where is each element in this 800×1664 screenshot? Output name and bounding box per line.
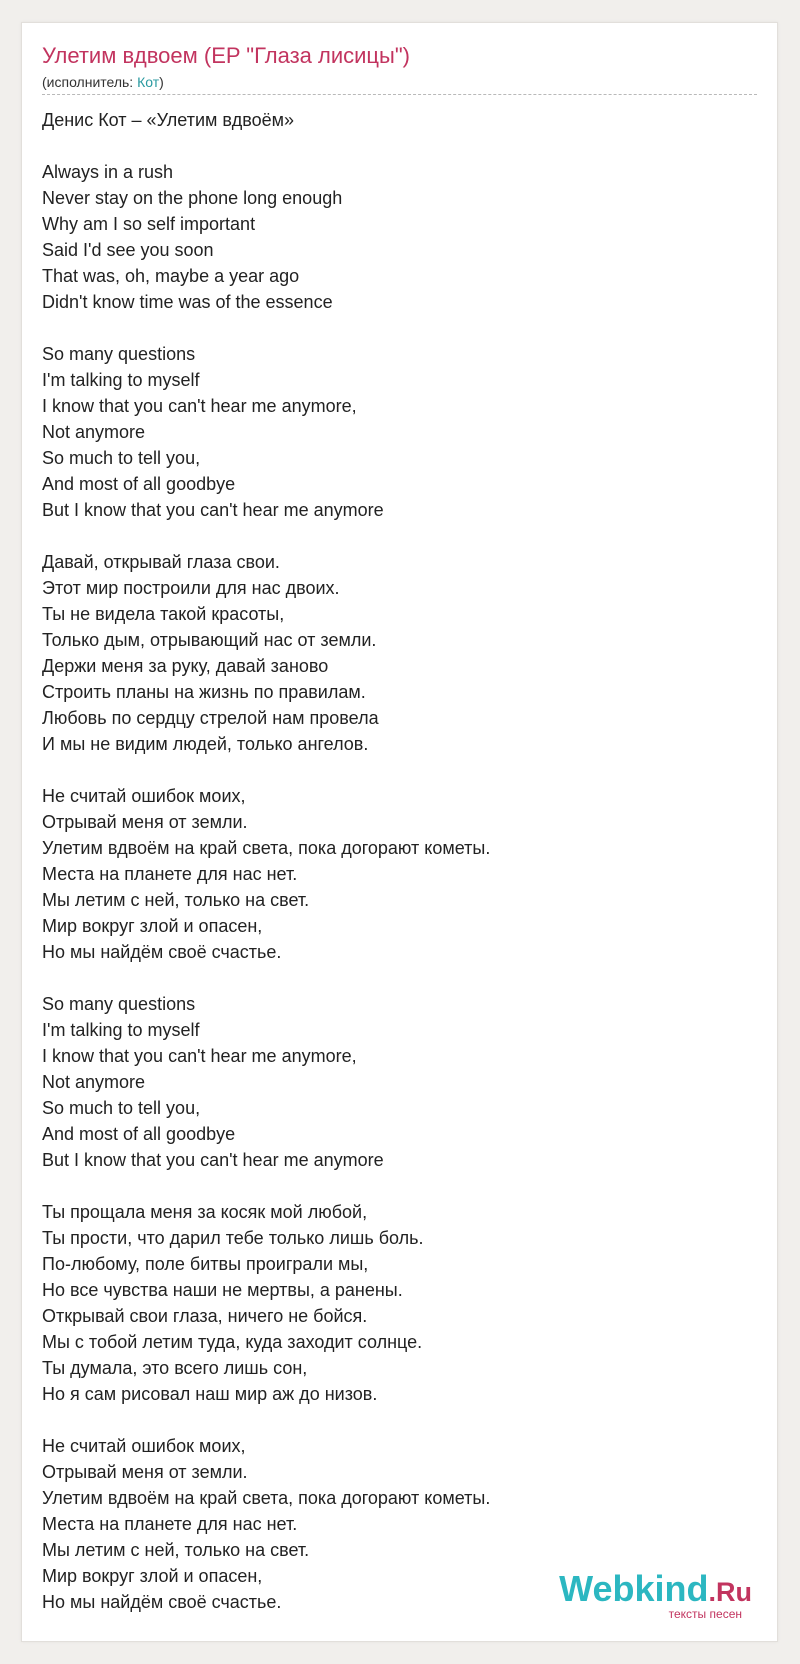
lyric-line: Not anymore — [42, 422, 146, 442]
logo-tld: .Ru — [708, 1577, 752, 1607]
artist-prefix: (исполнитель: — [42, 74, 138, 90]
lyric-line: Мир вокруг злой и опасен, — [42, 916, 263, 936]
lyric-line: That was, oh, maybe a year ago — [42, 266, 300, 286]
lyric-line: I know that you can't hear me anymore, — [42, 396, 357, 416]
lyric-line: But I know that you can't hear me anymore — [42, 1150, 384, 1170]
stanza-break — [42, 1407, 742, 1433]
lyric-line: I know that you can't hear me anymore, — [42, 1046, 357, 1066]
lyric-line: Любовь по сердцу стрелой нам провела — [42, 708, 379, 728]
artist-link[interactable]: Кот — [137, 74, 160, 90]
lyric-line: Давай, открывай глаза свои. — [42, 552, 280, 572]
stanza-break — [42, 757, 742, 783]
lyric-line: Открывай свои глаза, ничего не бойся. — [42, 1306, 368, 1326]
lyric-line: Ты прощала меня за косяк мой любой, — [42, 1202, 368, 1222]
stanza-break — [42, 965, 742, 991]
lyric-line: And most of all goodbye — [42, 474, 236, 494]
stanza-break — [42, 133, 742, 159]
lyric-line: Только дым, отрывающий нас от земли. — [42, 630, 377, 650]
lyrics-body — [42, 107, 742, 1615]
lyric-line: Места на планете для нас нет. — [42, 1514, 298, 1534]
lyric-line: So many questions — [42, 994, 196, 1014]
lyric-line: Not anymore — [42, 1072, 146, 1092]
lyric-line: Didn't know time was of the essence — [42, 292, 333, 312]
artist-line — [42, 74, 164, 90]
lyric-line: Строить планы на жизнь по правилам. — [42, 682, 366, 702]
lyric-line: Мир вокруг злой и опасен, — [42, 1566, 263, 1586]
logo-wordmark — [559, 1568, 752, 1610]
lyric-line: Ты не видела такой красоты, — [42, 604, 285, 624]
lyric-line: Мы летим с ней, только на свет. — [42, 890, 310, 910]
lyric-line: Но я сам рисовал наш мир аж до низов. — [42, 1384, 378, 1404]
lyric-line: По-любому, поле битвы проиграли мы, — [42, 1254, 369, 1274]
stanza-break — [42, 523, 742, 549]
lyric-line: Не считай ошибок моих, — [42, 786, 246, 806]
lyric-line: И мы не видим людей, только ангелов. — [42, 734, 369, 754]
lyric-line: I'm talking to myself — [42, 370, 200, 390]
lyric-line: Этот мир построили для нас двоих. — [42, 578, 340, 598]
lyric-line: But I know that you can't hear me anymore — [42, 500, 384, 520]
lyric-line: So many questions — [42, 344, 196, 364]
lyric-line: Always in a rush — [42, 162, 174, 182]
lyric-line: I'm talking to myself — [42, 1020, 200, 1040]
lyric-line: Мы с тобой летим туда, куда заходит солнце. — [42, 1332, 423, 1352]
lyric-line: Отрывай меня от земли. — [42, 1462, 248, 1482]
lyric-line: Ты прости, что дарил тебе только лишь боль. — [42, 1228, 424, 1248]
lyric-line: Но мы найдём своё счастье. — [42, 1592, 282, 1612]
lyric-line: Why am I so self important — [42, 214, 256, 234]
lyric-line: Денис Кот – «Улетим вдвоём» — [42, 110, 295, 130]
lyric-line: Ты думала, это всего лишь сон, — [42, 1358, 308, 1378]
logo-tagline: тексты песен — [668, 1607, 742, 1621]
lyric-line: Мы летим с ней, только на свет. — [42, 1540, 310, 1560]
logo-name: Webkind — [559, 1568, 709, 1609]
lyric-line: And most of all goodbye — [42, 1124, 236, 1144]
divider — [42, 94, 757, 95]
stanza-break — [42, 315, 742, 341]
song-title: Улетим вдвоем (EP "Глаза лисицы") — [42, 43, 410, 68]
lyric-line: Улетим вдвоём на край света, пока догорают кометы. — [42, 838, 491, 858]
lyric-line: So much to tell you, — [42, 448, 201, 468]
lyric-line: Но все чувства наши не мертвы, а ранены. — [42, 1280, 403, 1300]
lyric-line: Never stay on the phone long enough — [42, 188, 343, 208]
lyric-line: Не считай ошибок моих, — [42, 1436, 246, 1456]
lyric-line: Держи меня за руку, давай заново — [42, 656, 329, 676]
stanza-break — [42, 1173, 742, 1199]
lyric-line: Said I'd see you soon — [42, 240, 214, 260]
lyric-line: Но мы найдём своё счастье. — [42, 942, 282, 962]
lyric-line: Улетим вдвоём на край света, пока догорают кометы. — [42, 1488, 491, 1508]
lyric-line: So much to tell you, — [42, 1098, 201, 1118]
lyric-line: Места на планете для нас нет. — [42, 864, 298, 884]
site-logo[interactable] — [559, 1568, 752, 1621]
artist-suffix: ) — [159, 74, 164, 90]
lyric-line: Отрывай меня от земли. — [42, 812, 248, 832]
lyrics-card — [21, 22, 778, 1642]
